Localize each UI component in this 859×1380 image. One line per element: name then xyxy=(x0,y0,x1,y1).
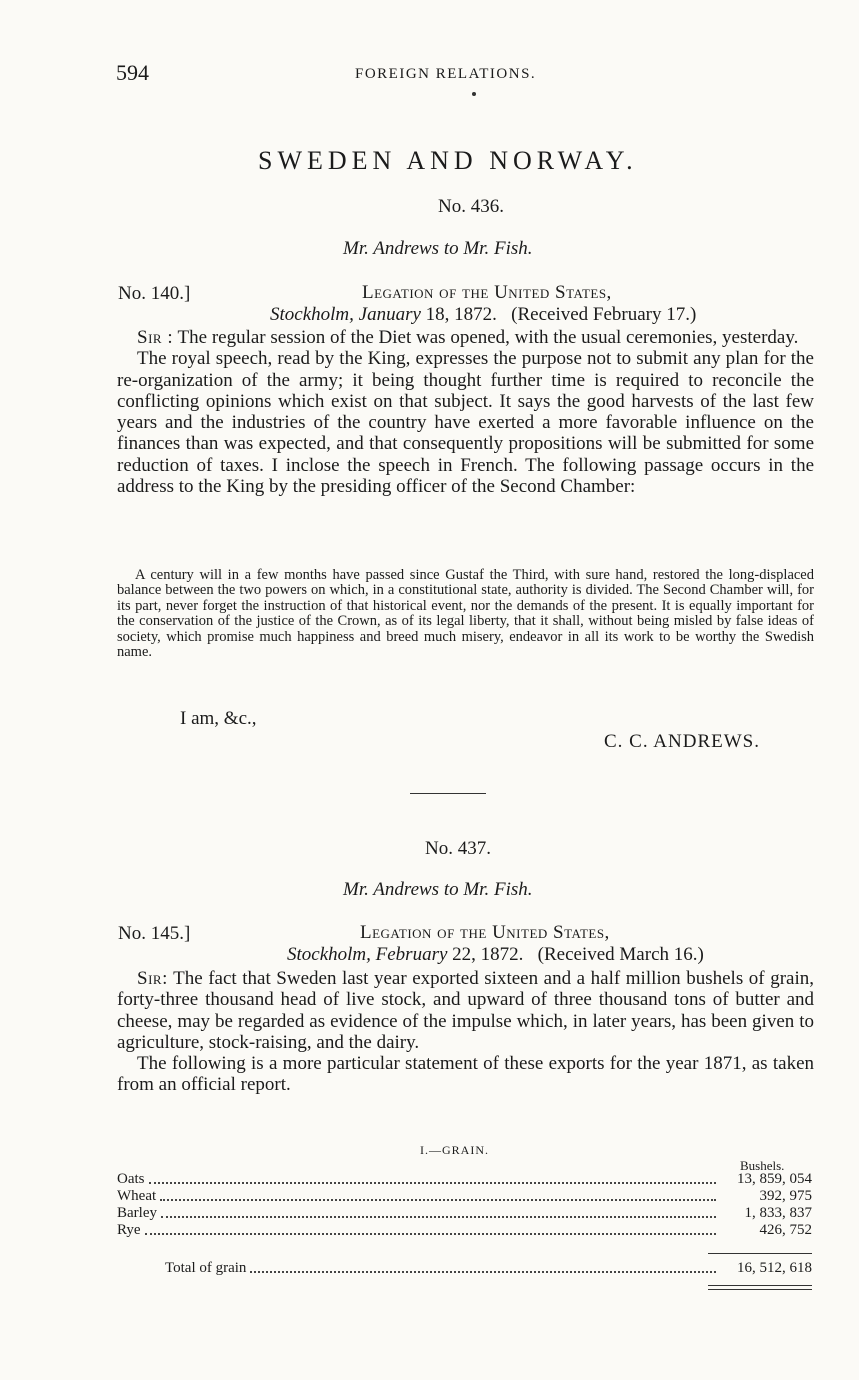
leader-dots xyxy=(161,1216,716,1218)
doc1-ref-number: No. 140.] xyxy=(118,283,191,304)
total-value: 16, 512, 618 xyxy=(737,1260,812,1276)
doc1-dateline xyxy=(270,304,696,326)
table-row xyxy=(117,1205,812,1222)
leader-dots xyxy=(149,1182,717,1184)
total-label: Total of grain xyxy=(165,1260,247,1276)
row-label: Rye xyxy=(117,1222,141,1238)
doc1-legation: Legation of the United States, xyxy=(362,282,612,303)
table-row xyxy=(117,1171,812,1188)
leader-dots xyxy=(160,1199,716,1201)
doc2-date: 22, 1872. xyxy=(452,944,524,965)
doc2-number: No. 437. xyxy=(425,838,491,859)
row-label: Barley xyxy=(117,1205,157,1221)
doc2-legation: Legation of the United States, xyxy=(360,922,610,943)
row-value: 1, 833, 837 xyxy=(744,1205,812,1221)
table-total-row xyxy=(165,1260,812,1277)
page-number: 594 xyxy=(116,60,149,85)
row-label: Wheat xyxy=(117,1188,157,1204)
doc2-ref-number: No. 145.] xyxy=(118,923,191,944)
doc1-date: 18, 1872. xyxy=(425,304,497,325)
doc1-salutation: Sir : xyxy=(137,327,174,348)
section-divider xyxy=(410,793,486,794)
doc1-body xyxy=(117,327,814,497)
leader-dots xyxy=(250,1271,716,1273)
print-dot xyxy=(472,92,476,96)
doc1-number: No. 436. xyxy=(438,196,504,217)
doc1-place: Stockholm, January xyxy=(270,304,421,325)
doc2-salutation: Sir: xyxy=(137,968,168,989)
section-title: SWEDEN AND NORWAY. xyxy=(258,146,638,175)
row-label: Oats xyxy=(117,1171,145,1187)
doc1-received: (Received February 17.) xyxy=(511,304,697,325)
row-value: 426, 752 xyxy=(759,1222,812,1238)
doc1-paragraph-1: Sir : The regular session of the Diet was opened, with the usual ceremonies, yesterday. xyxy=(137,327,799,348)
row-value: 13, 859, 054 xyxy=(737,1171,812,1187)
doc2-paragraph-1: Sir: The fact that Sweden last year exported sixteen and a half million bushels of grain, forty-three thousand head of live stock, and upward of three thousand tons of butter and cheese, may be regarded as evidence of the impulse which, in later years, has been given to agriculture, stock-raising, and the dairy. xyxy=(117,968,814,1053)
double-rule-bottom xyxy=(708,1289,812,1290)
doc1-signature: C. C. ANDREWS. xyxy=(604,731,760,752)
doc2-heading: Mr. Andrews to Mr. Fish. xyxy=(343,879,533,900)
doc1-quote: A century will in a few months have passed since Gustaf the Third, with sure hand, restored the long-displaced balance between the two powers on which, in a constitutional state, authority is divided. The Second Chamber will, for its part, never forget the instruction of that historical event, nor the demands of the present. It is equally important for the conservation of the justice of the Crown, as of its legal liberty, that it shall, without being misled by false ideas of society, which promise much happiness and breed much misery, endeavor in all its work to be worthy the Swedish name. xyxy=(117,567,814,661)
doc2-dateline xyxy=(287,944,704,966)
table-unit: Bushels. xyxy=(740,1158,785,1173)
row-value: 392, 975 xyxy=(759,1188,812,1204)
doc2-body xyxy=(117,968,814,1096)
table-title: I.—GRAIN. xyxy=(420,1143,489,1157)
doc2-received: (Received March 16.) xyxy=(537,944,704,965)
leader-dots xyxy=(145,1233,716,1235)
table-row xyxy=(117,1222,812,1239)
sum-rule xyxy=(708,1253,812,1254)
double-rule-top xyxy=(708,1285,812,1286)
doc1-closing: I am, &c., xyxy=(180,708,257,729)
running-title: FOREIGN RELATIONS. xyxy=(355,66,537,82)
doc2-place: Stockholm, February xyxy=(287,944,448,965)
doc1-paragraph-2: The royal speech, read by the King, expresses the purpose not to submit any plan for the re-organization of the army; it being thought further time is required to reconcile the conflicting opinions which exist on that subject. It says the good harvests of the last few years and the industries of the country have exerted a more favorable influence on the finances than was expected, and that consequently propositions will be submitted for some reduction of taxes. I inclose the speech in French. The following passage occurs in the address to the King by the presiding officer of the Second Chamber: xyxy=(117,348,814,498)
doc1-heading: Mr. Andrews to Mr. Fish. xyxy=(343,238,533,259)
table-row xyxy=(117,1188,812,1205)
doc2-paragraph-2: The following is a more particular statement of these exports for the year 1871, as taken from an official report. xyxy=(117,1053,814,1096)
